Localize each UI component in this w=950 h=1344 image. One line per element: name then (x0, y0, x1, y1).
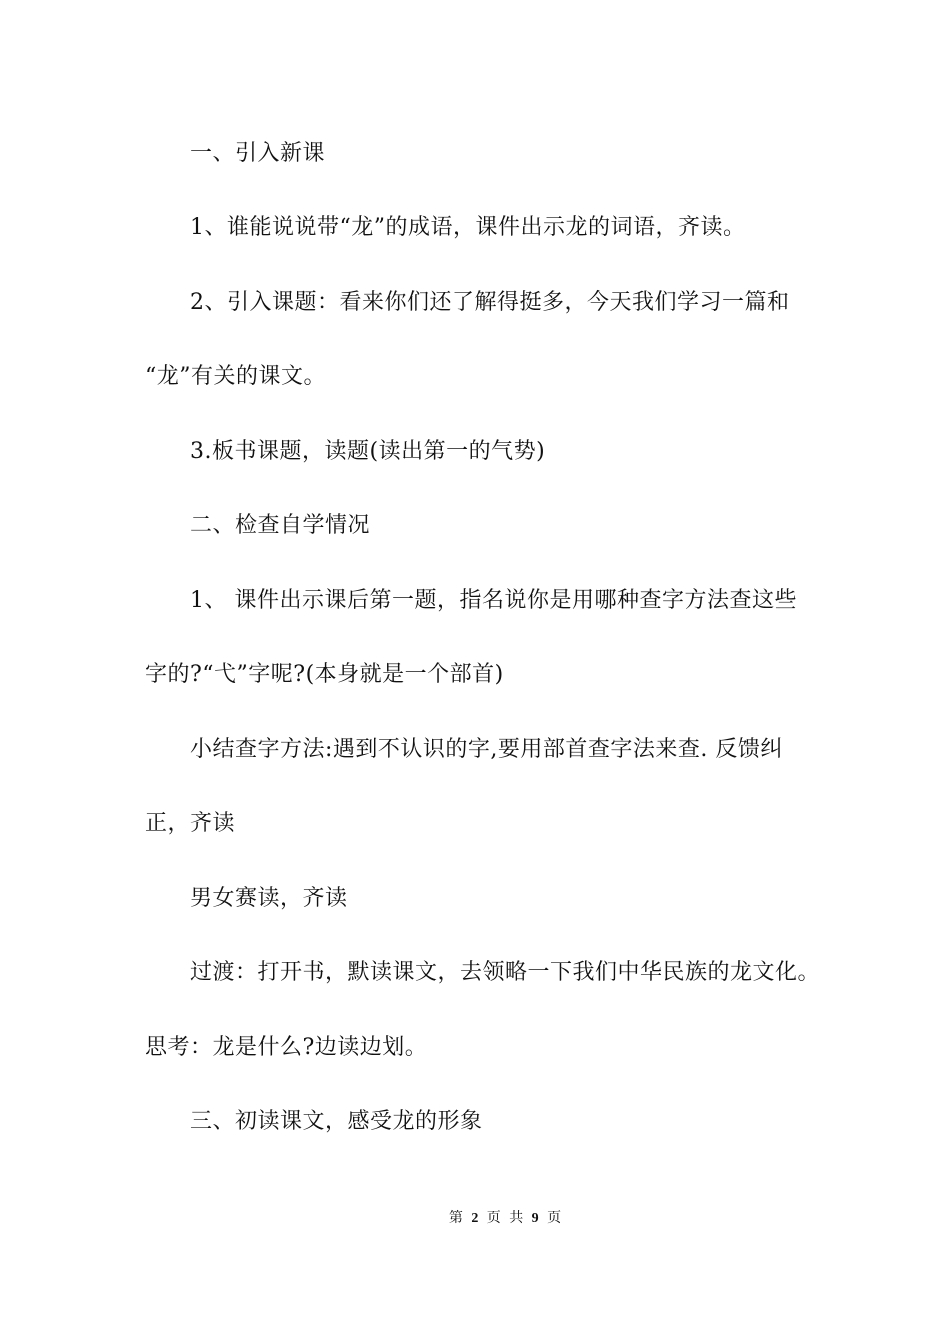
section-heading-2: 二、检查自学情况 (190, 513, 371, 538)
paragraph-line: 过渡：打开书，默读课文，去领略一下我们中华民族的龙文化。 (190, 960, 821, 985)
section-heading-3: 三、初读课文，感受龙的形象 (190, 1109, 483, 1134)
paragraph-line: 思考：龙是什么?边读边划。 (145, 1035, 428, 1060)
paragraph-line: 男女赛读，齐读 (190, 886, 348, 911)
current-page-number: 2 (471, 1211, 479, 1226)
paragraph-line: 1、谁能说说带“龙”的成语，课件出示龙的词语，齐读。 (190, 215, 746, 240)
section-heading-1: 一、引入新课 (190, 141, 326, 166)
total-page-number: 9 (531, 1211, 539, 1226)
footer-total-label: 共 (509, 1210, 524, 1226)
footer-suffix: 页 (547, 1210, 562, 1226)
paragraph-line: 1、 课件出示课后第一题，指名说你是用哪种查字方法查这些 (190, 588, 797, 613)
paragraph-line: 字的?“弋”字呢?(本身就是一个部首) (145, 662, 504, 687)
footer-page-label: 页 (486, 1210, 501, 1226)
paragraph-line: “龙”有关的课文。 (145, 364, 326, 389)
paragraph-line: 正，齐读 (145, 811, 236, 836)
paragraph-line: 2、引入课题：看来你们还了解得挺多，今天我们学习一篇和 (190, 290, 790, 315)
paragraph-line: 3.板书课题，读题(读出第一的气势) (190, 439, 546, 464)
page-footer (0, 1208, 950, 1229)
footer-prefix: 第 (448, 1210, 463, 1226)
paragraph-line: 小结查字方法:遇到不认识的字,要用部首查字法来查. 反馈纠 (190, 737, 783, 762)
